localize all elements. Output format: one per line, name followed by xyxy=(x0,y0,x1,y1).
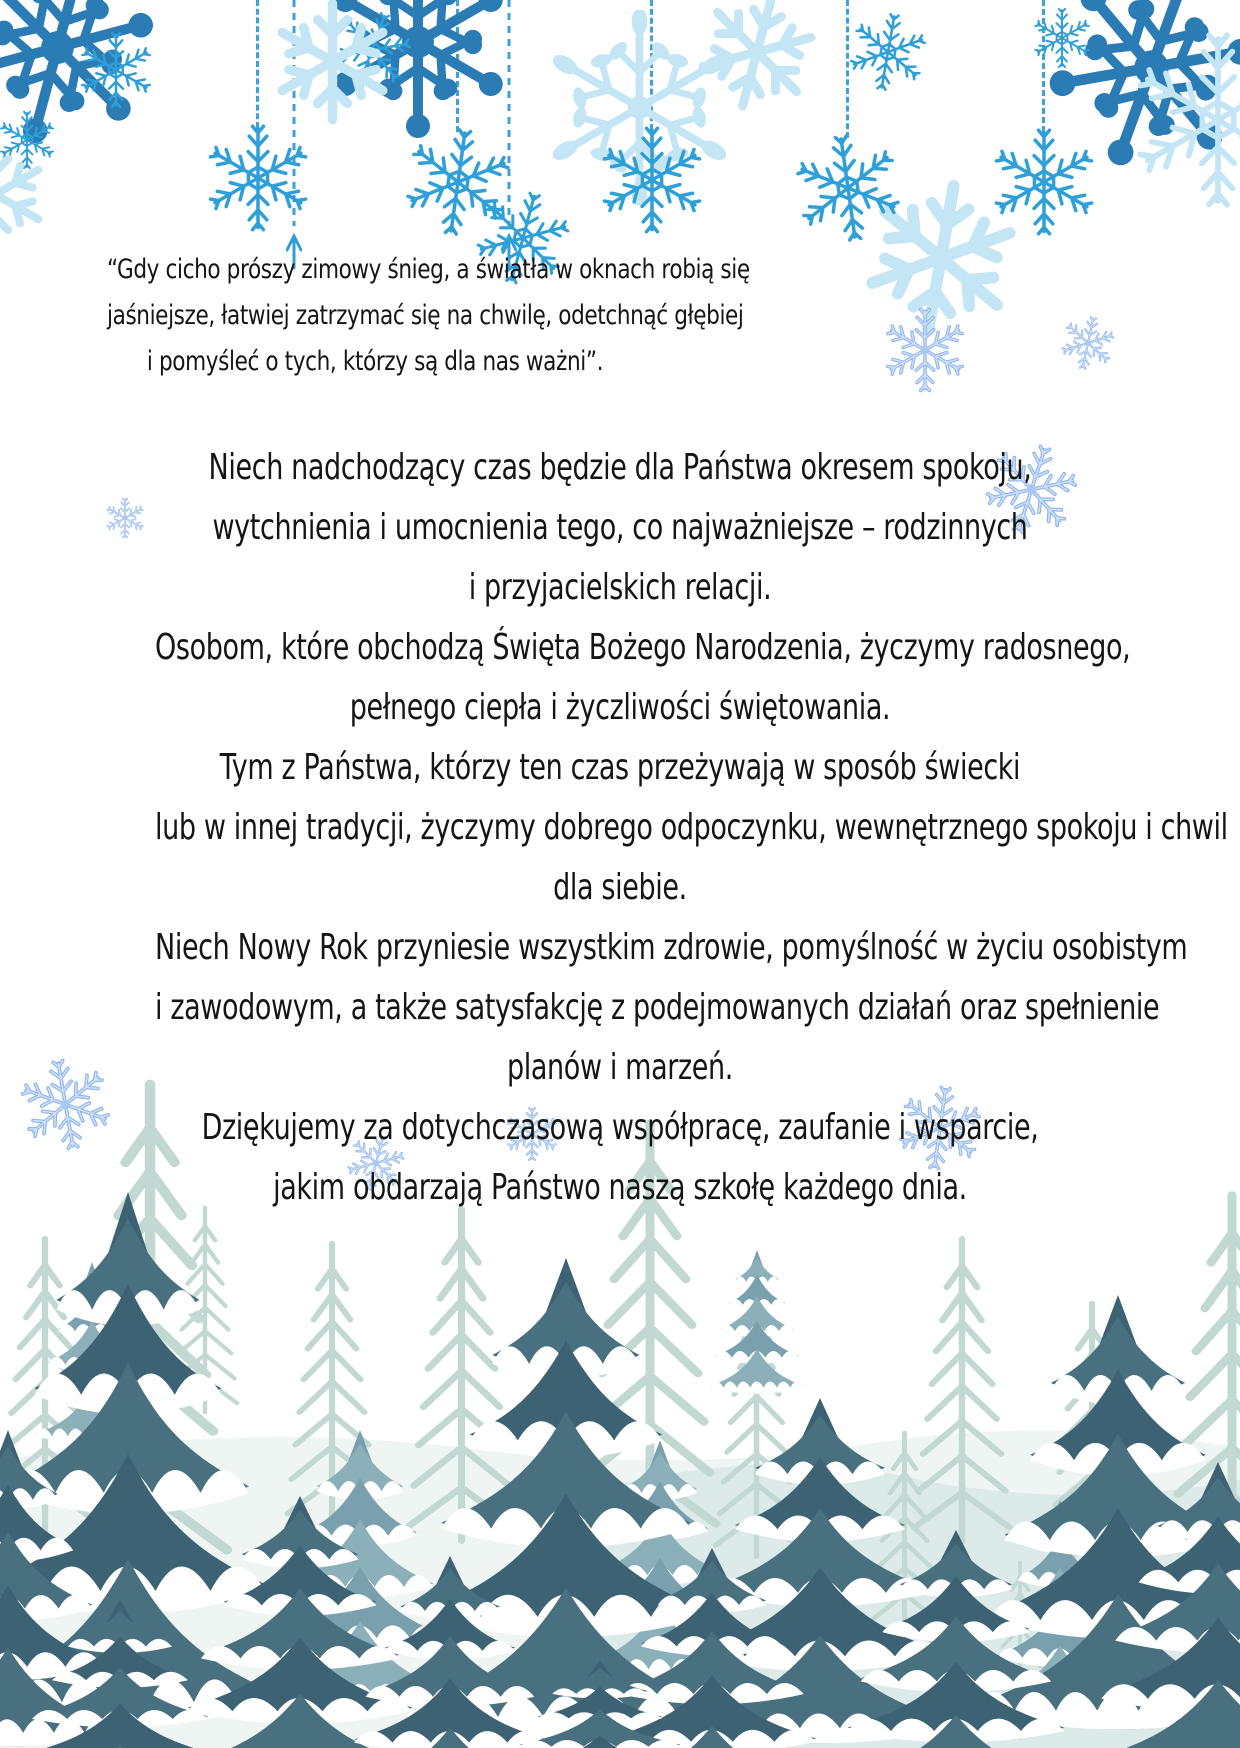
snowflake-icon xyxy=(842,6,935,99)
wishes-line: wytchnienia i umocnienia tego, co najważniejsze – rodzinnych xyxy=(212,507,1028,548)
hanging-string xyxy=(256,0,259,128)
snowflake-icon xyxy=(0,137,53,252)
wishes-line: Niech nadchodzący czas będzie dla Państwa okresem spokoju, xyxy=(208,447,1032,488)
wishes-line: i przyjacielskich relacji. xyxy=(468,567,772,608)
wishes-line: Osobom, które obchodzą Święta Bożego Narodzenia, życzymy radosnego, xyxy=(155,627,1131,668)
wishes-line: planów i marzeń. xyxy=(506,1047,733,1088)
wishes-line: dla siebie. xyxy=(553,867,687,908)
snowy-fir-tree-icon xyxy=(710,1250,803,1394)
snowflake-icon xyxy=(203,123,313,233)
wishes-line: Tym z Państwa, którzy ten czas przeżywają w sposób świecki xyxy=(219,747,1021,788)
wishes-line: Dziękujemy za dotychczasową współpracę, zaufanie i wsparcie, xyxy=(201,1107,1039,1148)
snowflake-icon xyxy=(989,127,1099,237)
snowflake-icon xyxy=(265,0,400,129)
quote-block xyxy=(40,247,750,385)
wishes-line: pełnego ciepła i życzliwości świętowania. xyxy=(349,687,891,728)
wishes-line: jakim obdarzają Państwo naszą szkołę każdego dnia. xyxy=(273,1167,967,1208)
wishes-line: Niech Nowy Rok przyniesie wszystkim zdrowie, pomyślność w życiu osobistym xyxy=(155,927,1188,968)
snowflake-icon xyxy=(786,126,910,250)
snowflake-icon xyxy=(77,31,155,109)
snowflake-icon xyxy=(1128,30,1240,210)
wishes-block xyxy=(0,438,1240,1218)
wishes-line: i zawodowym, a także satysfakcję z podejmowanych działań oraz spełnienie xyxy=(155,987,1160,1028)
quote-line: “Gdy cicho prószy zimowy śnieg, a światła w oknach robią się xyxy=(107,254,750,285)
snowflake-icon xyxy=(1031,7,1093,69)
wishes-line: lub w innej tradycji, życzymy dobrego odpoczynku, wewnętrznego spokoju i chwil xyxy=(155,807,1228,848)
watercolor-snowflake-icon xyxy=(881,306,969,394)
watercolor-snowflake-icon xyxy=(1055,310,1121,376)
quote-line: i pomyśleć o tych, którzy są dla nas ważni”. xyxy=(146,346,604,377)
snowflake-icon xyxy=(597,125,707,235)
snowflake-icon xyxy=(396,120,520,244)
quote-line: jaśniejsze, łatwiej zatrzymać się na chwilę, odetchnąć głębiej xyxy=(107,300,744,331)
